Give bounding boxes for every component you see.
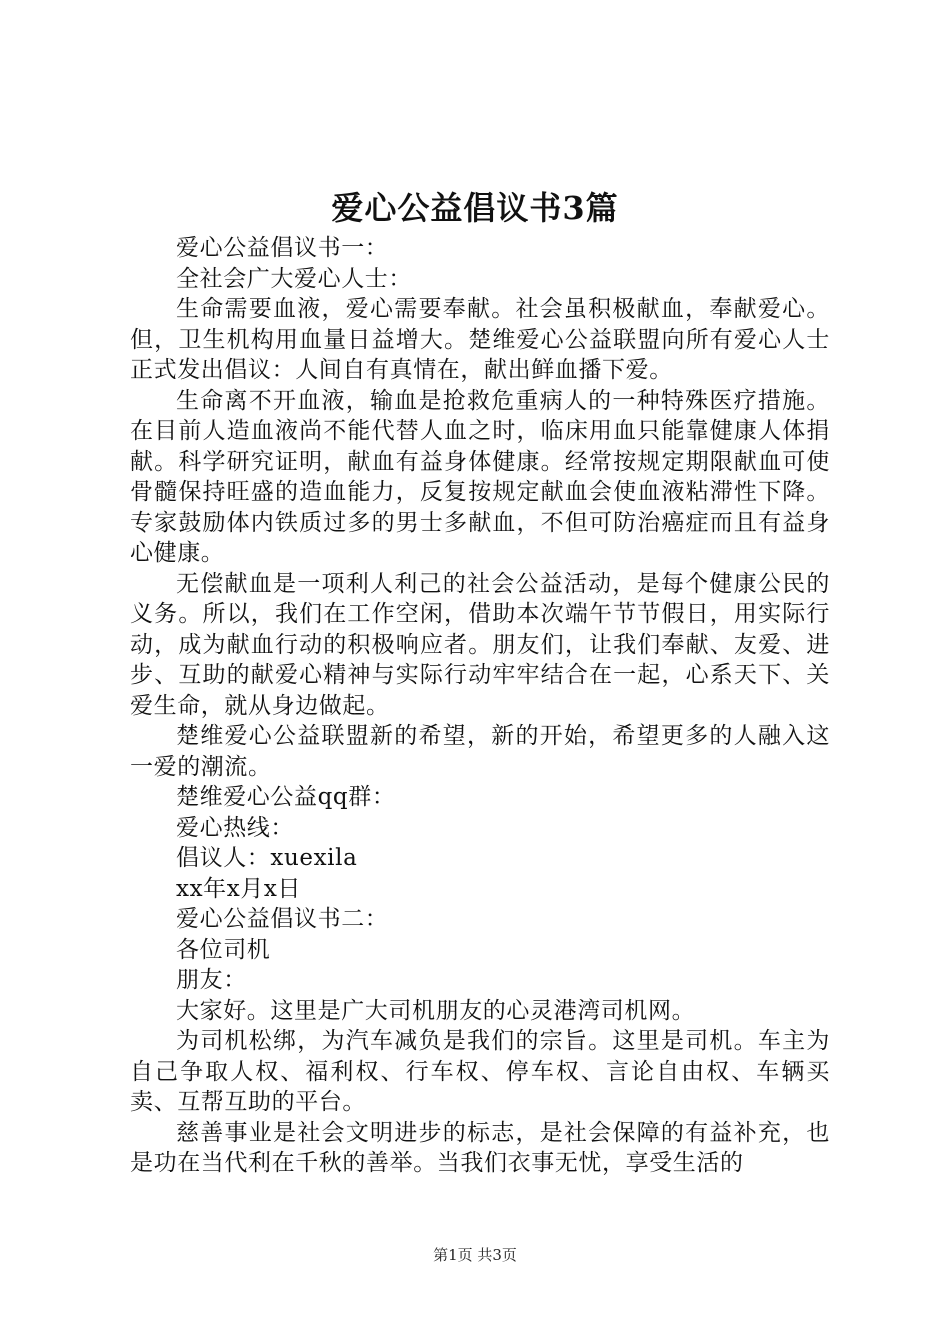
- paragraph-6: 楚维爱心公益联盟新的希望，新的开始，希望更多的人融入这一爱的潮流。: [130, 723, 830, 780]
- paragraph-3: 生命需要血液，爱心需要奉献。社会虽积极献血，奉献爱心。但，卫生机构用血量日益增大。楚维爱心公益联盟向所有爱心人士正式发出倡议：人间自有真情在，献出鲜血播下爱。: [130, 296, 830, 383]
- paragraph-16: 慈善事业是社会文明进步的标志，是社会保障的有益补充，也是功在当代利在千秋的善举。当我们衣事无忧，享受生活的: [130, 1119, 830, 1176]
- document-title: 爱心公益倡议书3篇: [331, 189, 619, 227]
- paragraph-14: 大家好。这里是广大司机朋友的心灵港湾司机网。: [176, 997, 696, 1024]
- paragraph-9: 倡议人：xuexila: [176, 845, 358, 871]
- paragraph-2: 全社会广大爱心人士：: [176, 265, 412, 292]
- paragraph-5: 无偿献血是一项利人利己的社会公益活动，是每个健康公民的义务。所以，我们在工作空闲，借助本次端午节节假日，用实际行动，成为献血行动的积极响应者。朋友们，让我们奉献、友爱、进步、互助的献爱心精神与实际行动牢牢结合在一起，心系天下、关爱生命，就从身边做起。: [130, 570, 830, 719]
- paragraph-12: 各位司机: [176, 936, 271, 963]
- paragraph-15: 为司机松绑，为汽车减负是我们的宗旨。这里是司机。车主为自己争取人权、福利权、行车权、停车权、言论自由权、车辆买卖、互帮互助的平台。: [130, 1028, 830, 1115]
- paragraph-11: 爱心公益倡议书二：: [176, 906, 389, 932]
- document-body: [130, 233, 830, 1179]
- paragraph-13: 朋友：: [176, 967, 247, 993]
- paragraph-1: 爱心公益倡议书一：: [176, 235, 389, 261]
- paragraph-7: 楚维爱心公益qq群：: [176, 784, 396, 810]
- paragraph-4: 生命离不开血液，输血是抢救危重病人的一种特殊医疗措施。在目前人造血液尚不能代替人血之时，临床用血只能靠健康人体捐献。科学研究证明，献血有益身体健康。经常按规定期限献血可使骨髓保持旺盛的造血能力，反复按规定献血会使血液粘滞性下降。专家鼓励体内铁质过多的男士多献血，不但可防治癌症而且有益身心健康。: [130, 387, 830, 566]
- page-footer: 第1页 共3页: [433, 1246, 517, 1264]
- paragraph-10: xx年x月x日: [176, 875, 302, 902]
- paragraph-8: 爱心热线：: [176, 814, 294, 841]
